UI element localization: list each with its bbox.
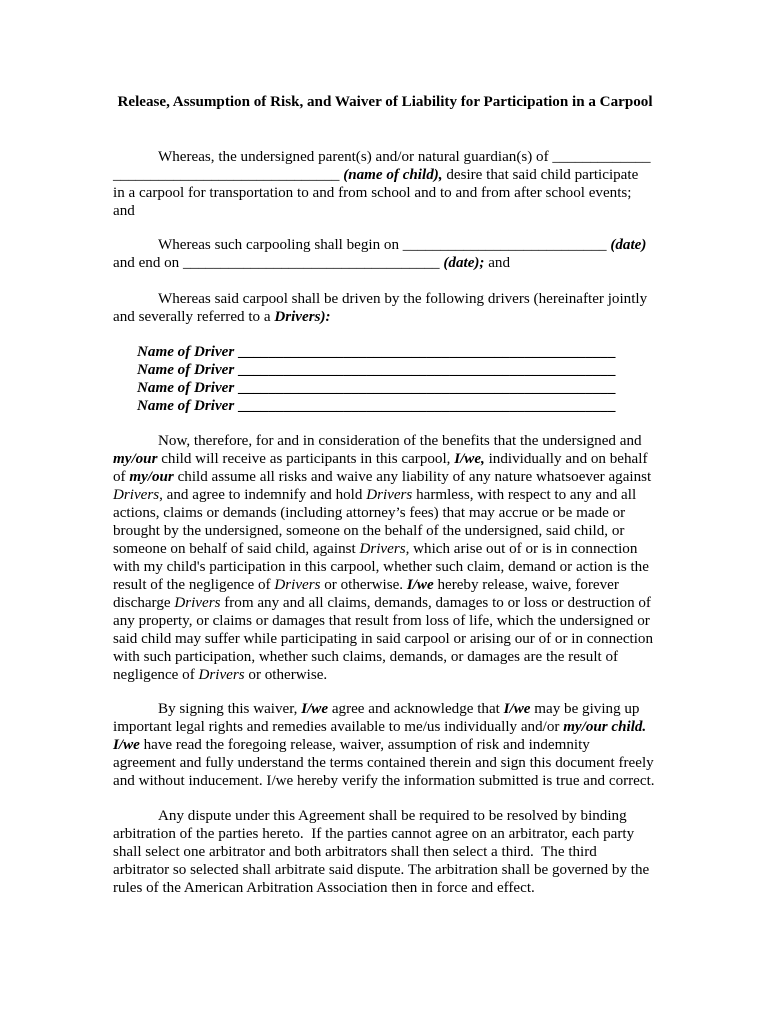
text-line xyxy=(113,648,673,666)
acknowledgement-paragraph xyxy=(113,700,673,790)
driver-name-field[interactable] xyxy=(113,379,673,397)
text-segment: important legal rights and remedies available to me/us individually and/or xyxy=(113,719,564,735)
text-segment: may be giving up xyxy=(530,701,640,717)
driver-name-field[interactable] xyxy=(113,361,673,379)
text-segment: , and agree to indemnify and hold xyxy=(159,487,367,503)
text-segment: Name of Driver xyxy=(137,344,239,360)
text-segment: have read the foregoing release, waiver, assumption of risk and indemnity xyxy=(139,737,590,753)
text-line xyxy=(113,432,673,450)
text-segment: individually and on behalf xyxy=(484,451,648,467)
text-segment: Drivers, xyxy=(359,541,410,557)
text-line xyxy=(113,148,673,166)
text-segment: and xyxy=(484,255,511,271)
text-line xyxy=(113,254,673,272)
text-segment: Whereas, the undersigned parent(s) and/or natural guardian(s) of _____________ xyxy=(158,149,651,165)
text-segment: brought by the undersigned, someone on the behalf of the undersigned, said child, or xyxy=(113,523,625,539)
text-segment: __________________________________________________ xyxy=(238,344,616,360)
text-line xyxy=(113,558,673,576)
text-segment: and xyxy=(113,203,135,219)
text-line xyxy=(113,630,673,648)
text-segment: result of the negligence of xyxy=(113,577,275,593)
text-segment: (date); xyxy=(443,255,485,271)
text-segment: By signing this waiver, xyxy=(158,701,302,717)
text-segment: of xyxy=(113,469,130,485)
text-line xyxy=(113,308,673,326)
text-segment: and end on __________________________________ xyxy=(113,255,444,271)
text-segment: ______________________________ xyxy=(113,167,344,183)
text-line xyxy=(113,468,673,486)
text-segment: Name of Driver xyxy=(137,380,239,396)
text-segment: in a carpool for transportation to and from school and to and from after school events; xyxy=(113,185,632,201)
text-segment: Drivers xyxy=(174,595,221,611)
text-line xyxy=(113,166,673,184)
text-line xyxy=(113,807,673,825)
document-title: Release, Assumption of Risk, and Waiver of Liability for Participation in a Carpool xyxy=(117,94,653,110)
text-segment: hereby release, waive, forever xyxy=(433,577,619,593)
text-segment: I/we xyxy=(301,701,329,717)
text-segment: __________________________________________________ xyxy=(238,362,616,378)
text-segment: or otherwise. xyxy=(244,667,328,683)
text-segment: said child may suffer while participating in said carpool or arising our of or in connection xyxy=(113,631,654,647)
text-line xyxy=(113,184,673,202)
text-segment: someone on behalf of said child, against xyxy=(113,541,360,557)
text-line xyxy=(113,879,673,897)
text-line xyxy=(113,486,673,504)
driver-names-list xyxy=(113,343,673,415)
text-segment: my/our child. xyxy=(563,719,647,735)
whereas-dates-paragraph xyxy=(113,236,673,272)
text-segment: with such participation, whether such claims, demands, or damages are the result of xyxy=(113,649,619,665)
text-line xyxy=(113,594,673,612)
text-line xyxy=(113,772,673,790)
text-segment: I/we, xyxy=(454,451,485,467)
text-segment: (date) xyxy=(610,237,647,253)
text-segment: which arise out of or is in connection xyxy=(409,541,638,557)
text-segment: arbitrator so selected shall arbitrate said dispute. The arbitration shall be governed by the xyxy=(113,862,650,878)
text-segment: desire that said child participate xyxy=(442,167,639,183)
text-line xyxy=(113,843,673,861)
text-line xyxy=(113,736,673,754)
text-segment: Whereas said carpool shall be driven by the following drivers (hereinafter jointly xyxy=(158,291,648,307)
text-segment: agreement and fully understand the terms contained therein and sign this document freely xyxy=(113,755,654,771)
text-segment: __________________________________________________ xyxy=(238,398,616,414)
text-segment: my/our xyxy=(129,469,174,485)
text-segment: and severally referred to a xyxy=(113,309,275,325)
text-segment: Whereas such carpooling shall begin on ___________________________ xyxy=(158,237,611,253)
text-line xyxy=(113,450,673,468)
text-line xyxy=(113,612,673,630)
driver-name-field[interactable] xyxy=(113,397,673,415)
text-segment: arbitration of the parties hereto. If the parties cannot agree on an arbitrator, each party xyxy=(113,826,635,842)
text-line xyxy=(113,825,673,843)
text-segment: Drivers): xyxy=(274,309,331,325)
text-segment: (name of child), xyxy=(343,167,443,183)
text-segment: from any and all claims, demands, damages to or loss or destruction of xyxy=(220,595,651,611)
text-segment: negligence of xyxy=(113,667,199,683)
text-segment: agree and acknowledge that xyxy=(328,701,504,717)
text-line xyxy=(113,504,673,522)
text-segment: discharge xyxy=(113,595,175,611)
text-segment: I/we xyxy=(406,577,434,593)
text-segment: Any dispute under this Agreement shall be required to be resolved by binding xyxy=(158,808,627,824)
text-segment: Drivers xyxy=(366,487,413,503)
text-segment: shall select one arbitrator and both arbitrators shall then select a third. The third xyxy=(113,844,597,860)
text-segment: or otherwise. xyxy=(320,577,407,593)
text-segment: rules of the American Arbitration Association then in force and effect. xyxy=(113,880,535,896)
text-segment: Name of Driver xyxy=(137,362,239,378)
text-line xyxy=(113,666,673,684)
driver-name-field[interactable] xyxy=(113,343,673,361)
text-segment: __________________________________________________ xyxy=(238,380,616,396)
text-segment: Name of Driver xyxy=(137,398,239,414)
text-line xyxy=(113,700,673,718)
text-segment: my/our xyxy=(113,451,158,467)
text-line xyxy=(113,202,673,220)
text-segment: child will receive as participants in this carpool, xyxy=(157,451,455,467)
release-paragraph xyxy=(113,432,673,684)
text-segment: child assume all risks and waive any liability of any nature whatsoever against xyxy=(173,469,652,485)
text-line xyxy=(113,290,673,308)
text-segment: Drivers xyxy=(198,667,245,683)
whereas-drivers-paragraph xyxy=(113,290,673,326)
text-segment: actions, claims or demands (including attorney’s fees) that may accrue or be made or xyxy=(113,505,626,521)
text-segment: I/we xyxy=(113,737,140,753)
text-segment: Drivers xyxy=(113,487,160,503)
text-line xyxy=(113,576,673,594)
text-line xyxy=(113,718,673,736)
text-line xyxy=(113,861,673,879)
text-segment: with my child's participation in this carpool, whether such claim, demand or action is the xyxy=(113,559,649,575)
text-line xyxy=(113,522,673,540)
text-line xyxy=(113,754,673,772)
text-segment: I/we xyxy=(503,701,531,717)
text-segment: and without inducement. I/we hereby verify the information submitted is true and correct. xyxy=(113,773,655,789)
text-line xyxy=(113,236,673,254)
text-segment: harmless, with respect to any and all xyxy=(412,487,637,503)
text-segment: Now, therefore, for and in consideration of the benefits that the undersigned and xyxy=(158,433,642,449)
arbitration-paragraph xyxy=(113,807,673,897)
text-segment: any property, or claims or damages that result from loss of life, which the undersigned or xyxy=(113,613,650,629)
text-line xyxy=(113,540,673,558)
text-segment: Drivers xyxy=(274,577,321,593)
whereas-guardian-paragraph xyxy=(113,148,673,220)
